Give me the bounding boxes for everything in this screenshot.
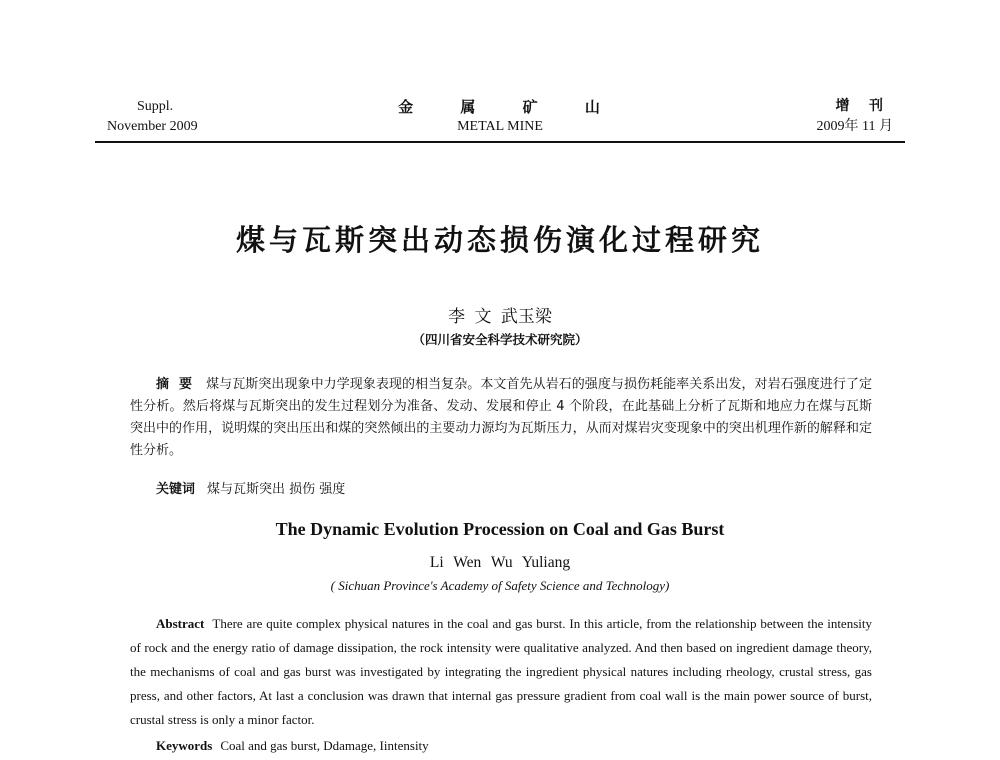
keywords-en-text: Coal and gas burst, Ddamage, Iintensity xyxy=(220,738,429,753)
header-date-en: November 2009 xyxy=(107,119,198,134)
keywords-en xyxy=(156,738,429,754)
abstract-cn xyxy=(130,374,872,462)
header-center xyxy=(95,97,905,137)
abstract-en-label: Abstract xyxy=(156,616,205,631)
header-suppl: Suppl. xyxy=(137,99,174,114)
abstract-cn-label: 摘要 xyxy=(156,377,203,392)
affiliation-en: ( Sichuan Province's Academy of Safety Science and Technology) xyxy=(330,578,670,593)
affiliation-cn: （四川省安全科学技术研究院） xyxy=(412,332,588,347)
header-supplement-cn: 增 刊 xyxy=(835,99,891,114)
journal-name-en: METAL MINE xyxy=(457,119,543,134)
header-date-cn: 2009年 11 月 xyxy=(816,119,893,134)
authors-cn: 李 文 武玉梁 xyxy=(448,307,552,327)
abstract-en xyxy=(130,612,872,732)
paper-title-en: The Dynamic Evolution Procession on Coal and Gas Burst xyxy=(275,519,725,539)
paper-title-cn: 煤与瓦斯突出动态损伤演化过程研究 xyxy=(235,223,764,257)
keywords-cn-label: 关键词 xyxy=(156,482,196,497)
keywords-en-label: Keywords xyxy=(156,738,213,753)
journal-name-cn: 金 属 矿 山 xyxy=(398,98,602,116)
authors-en: Li Wen Wu Yuliang xyxy=(429,554,571,571)
abstract-en-text: There are quite complex physical natures in the coal and gas burst. In this article, from the relationship between the intensity of rock and the energy ratio of damage dissipation, the rock intensity were qualitative analyzed. And then based on ingredient damage theory, the mechanisms of coal and gas burst was investigated by integrating the ingredient physical natures including rheology, crustal stress, gas press, and other factors, At last a conclusion was drawn that internal gas pressure gradient from coal wall is the main power source of burst, crustal stress is only a minor factor. xyxy=(130,616,872,727)
keywords-cn-text: 煤与瓦斯突出 损伤 强度 xyxy=(207,482,346,497)
header-right xyxy=(817,97,893,137)
keywords-cn xyxy=(156,478,345,497)
running-header xyxy=(95,95,905,143)
abstract-cn-text: 煤与瓦斯突出现象中力学现象表现的相当复杂。本文首先从岩石的强度与损伤耗能率关系出发，对岩石强度进行了定性分析。然后将煤与瓦斯突出的发生过程划分为准备、发动、发展和停止 4 个阶段，在此基础上分析了瓦斯和地应力在煤与瓦斯突出中的作用，说明煤的突出压出和煤的突然倾出的主要动力源均为瓦斯压力，从而对煤岩灾变现象中的突出机理作新的解释和定性分析。 xyxy=(130,377,872,458)
